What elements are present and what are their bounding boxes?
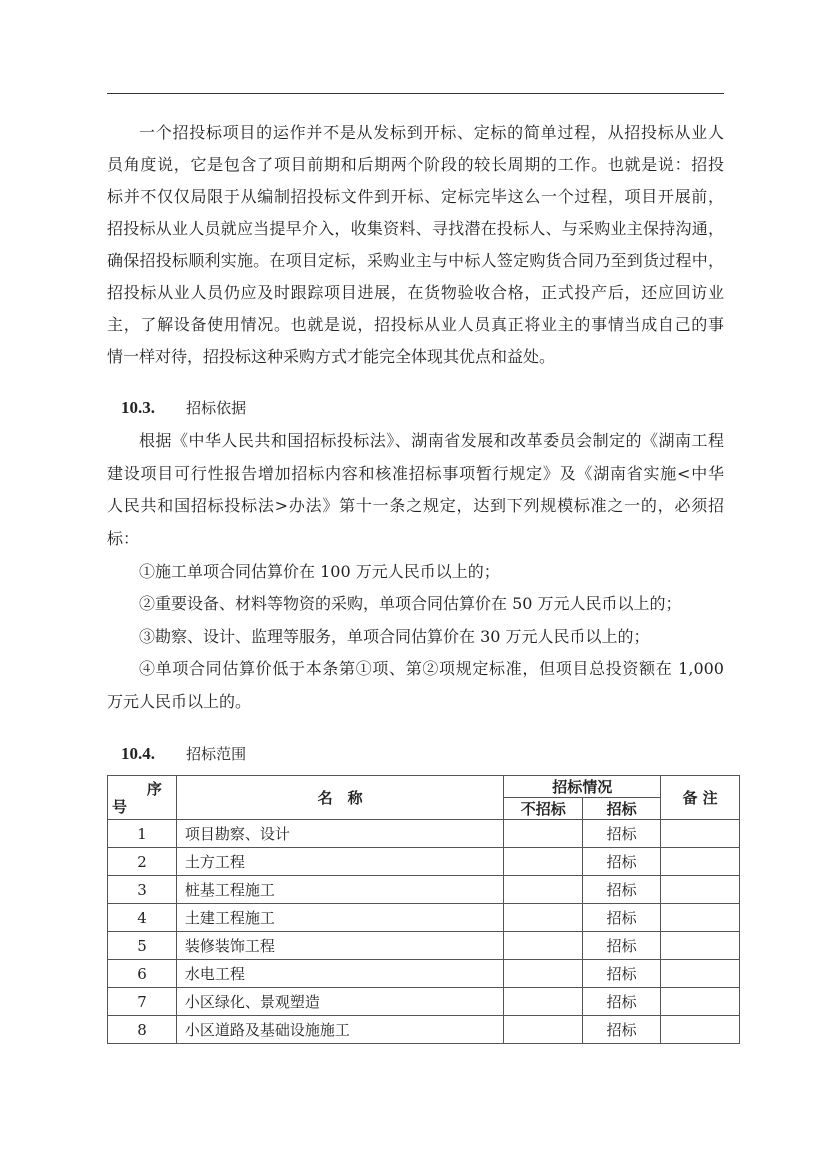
cell-tender: 招标 [583,904,661,932]
criteria-item: ①施工单项合同估算价在 100 万元人民币以上的； [139,562,500,581]
cell-remark [661,932,740,960]
section-number: 10.4. [121,744,155,763]
cell-name: 项目勘察、设计 [176,820,503,848]
header-no-tender: 不招标 [504,798,583,820]
cell-no-tender [504,820,583,848]
cell-tender: 招标 [583,848,661,876]
cell-tender: 招标 [583,876,661,904]
header-seq [108,776,177,820]
table-row [108,1016,740,1044]
text-line: 招投标从业人员就应当提早介入，收集资料、寻找潜在投标人、与采购业主保持沟通， [107,219,724,238]
criteria-item: 万元人民币以上的。 [107,692,252,711]
text-line: 主，了解设备使用情况。也就是说，招投标从业人员真正将业主的事情当成自己的事 [107,315,724,334]
text-line: 一个招投标项目的运作并不是从发标到开标、定标的简单过程，从招投标从业人 [139,123,724,142]
cell-seq: 5 [108,932,177,960]
text-line: 招投标从业人员仍应及时跟踪项目进展，在货物验收合格，正式投产后，还应回访业 [107,283,724,302]
header-status: 招标情况 [504,776,661,798]
table-row [108,960,740,988]
cell-name: 桩基工程施工 [176,876,503,904]
text-line: 标： [107,529,140,548]
cell-tender: 招标 [583,960,661,988]
cell-name: 土建工程施工 [176,904,503,932]
cell-tender: 招标 [583,820,661,848]
table-row [108,876,740,904]
cell-seq: 6 [108,960,177,988]
cell-seq: 4 [108,904,177,932]
cell-remark [661,960,740,988]
cell-tender: 招标 [583,1016,661,1044]
header-tender: 招标 [583,798,661,820]
cell-name: 水电工程 [176,960,503,988]
text-line: 建设项目可行性报告增加招标内容和核准招标事项暂行规定》及《湖南省实施<中华 [107,464,724,483]
cell-seq: 2 [108,848,177,876]
text-line: 确保招投标顺利实施。在项目定标，采购业主与中标人签定购货合同乃至到货过程中， [107,251,724,270]
table-row [108,988,740,1016]
cell-remark [661,820,740,848]
cell-no-tender [504,848,583,876]
header-seq-bottom: 号 [112,797,128,816]
cell-no-tender [504,988,583,1016]
text-line: 根据《中华人民共和国招标投标法》、湖南省发展和改革委员会制定的《湖南工程 [139,431,724,450]
header-remark: 备 注 [661,776,740,820]
cell-tender: 招标 [583,932,661,960]
cell-no-tender [504,1016,583,1044]
cell-name: 小区道路及基础设施施工 [176,1016,503,1044]
cell-name: 装修装饰工程 [176,932,503,960]
cell-remark [661,988,740,1016]
text-line: 情一样对待，招投标这种采购方式才能完全体现其优点和益处。 [107,347,556,366]
cell-remark [661,876,740,904]
header-rule [107,93,724,94]
cell-seq: 1 [108,820,177,848]
cell-seq: 7 [108,988,177,1016]
table-row [108,820,740,848]
header-name: 名 称 [176,776,503,820]
criteria-item: ④单项合同估算价低于本条第①项、第②项规定标准，但项目总投资额在 1,000 [139,659,724,678]
cell-no-tender [504,960,583,988]
text-line: 员角度说，它是包含了项目前期和后期两个阶段的较长周期的工作。也就是说：招投 [107,155,724,174]
table-row [108,932,740,960]
cell-tender: 招标 [583,988,661,1016]
section-number: 10.3. [121,398,155,417]
cell-remark [661,904,740,932]
text-line: 标并不仅仅局限于从编制招投标文件到开标、定标完毕这么一个过程，项目开展前， [107,187,724,206]
cell-name: 小区绿化、景观塑造 [176,988,503,1016]
cell-remark [661,1016,740,1044]
text-line: 人民共和国招标投标法>办法》第十一条之规定，达到下列规模标准之一的，必须招 [107,496,724,515]
header-seq-top: 序 [146,779,162,798]
table-row [108,904,740,932]
cell-no-tender [504,932,583,960]
section-heading-10-4 [121,743,246,764]
cell-remark [661,848,740,876]
cell-no-tender [504,904,583,932]
tender-scope-table [107,775,740,1044]
criteria-item: ③勘察、设计、监理等服务，单项合同估算价在 30 万元人民币以上的； [139,627,650,646]
cell-name: 土方工程 [176,848,503,876]
section-title: 招标范围 [186,745,247,763]
cell-seq: 3 [108,876,177,904]
section-heading-10-3 [121,397,246,418]
table-row [108,848,740,876]
criteria-item: ②重要设备、材料等物资的采购，单项合同估算价在 50 万元人民币以上的； [139,594,682,613]
cell-seq: 8 [108,1016,177,1044]
cell-no-tender [504,876,583,904]
section-title: 招标依据 [186,399,247,417]
